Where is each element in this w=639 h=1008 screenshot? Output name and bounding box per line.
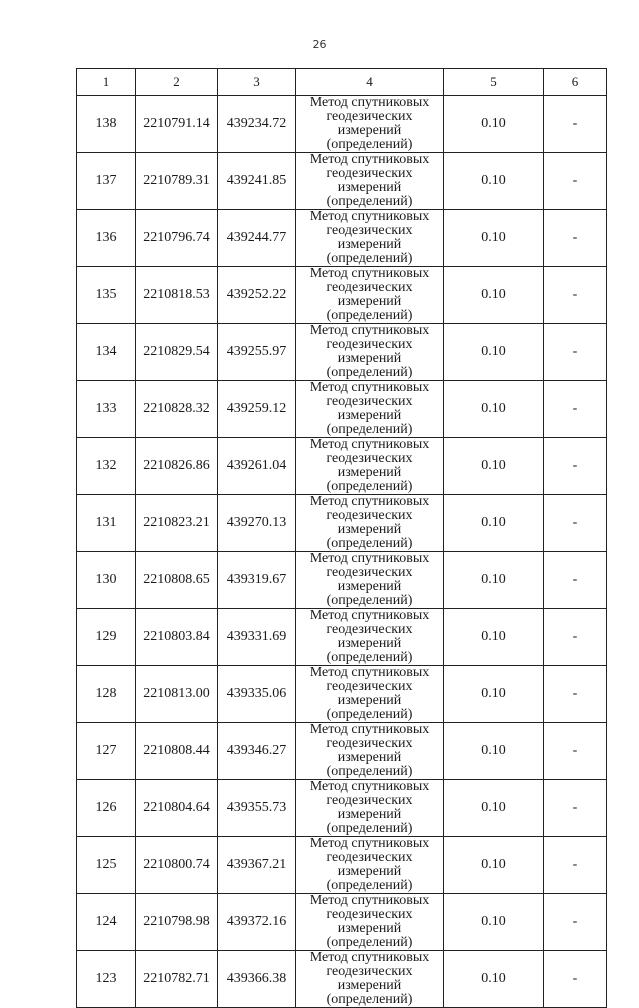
y-coordinate-cell: 439366.38	[218, 951, 296, 1008]
note-cell: -	[544, 495, 607, 552]
method-line: Метод спутниковых	[309, 836, 430, 851]
method-line: геодезических измерений	[326, 850, 413, 879]
method-line: геодезических измерений	[326, 109, 413, 138]
x-coordinate-cell: 2210808.65	[136, 552, 218, 609]
method-line: геодезических измерений	[326, 622, 413, 651]
method-cell	[296, 780, 444, 837]
method-cell	[296, 552, 444, 609]
header-cell: 2	[136, 69, 218, 96]
note-cell: -	[544, 153, 607, 210]
table-row	[77, 837, 607, 894]
method-cell	[296, 951, 444, 1008]
method-line: (определений)	[326, 479, 413, 494]
y-coordinate-cell: 439335.06	[218, 666, 296, 723]
method-cell	[296, 381, 444, 438]
method-line: геодезических измерений	[326, 451, 413, 480]
note-cell: -	[544, 381, 607, 438]
precision-cell: 0.10	[444, 96, 544, 153]
method-line: Метод спутниковых	[309, 494, 430, 509]
x-coordinate-cell: 2210804.64	[136, 780, 218, 837]
method-line: (определений)	[326, 650, 413, 665]
method-cell	[296, 153, 444, 210]
x-coordinate-cell: 2210818.53	[136, 267, 218, 324]
y-coordinate-cell: 439234.72	[218, 96, 296, 153]
x-coordinate-cell: 2210803.84	[136, 609, 218, 666]
method-cell	[296, 837, 444, 894]
y-coordinate-cell: 439255.97	[218, 324, 296, 381]
method-cell	[296, 96, 444, 153]
method-cell	[296, 723, 444, 780]
method-line: (определений)	[326, 194, 413, 209]
table-body	[77, 69, 607, 1008]
note-cell: -	[544, 438, 607, 495]
method-line: (определений)	[326, 935, 413, 950]
method-line: (определений)	[326, 137, 413, 152]
point-number-cell: 132	[77, 438, 136, 495]
method-cell	[296, 609, 444, 666]
method-line: геодезических измерений	[326, 793, 413, 822]
precision-cell: 0.10	[444, 780, 544, 837]
header-cell: 6	[544, 69, 607, 96]
header-cell: 5	[444, 69, 544, 96]
method-line: геодезических измерений	[326, 166, 413, 195]
method-line: (определений)	[326, 992, 413, 1007]
table-row	[77, 153, 607, 210]
method-cell	[296, 894, 444, 951]
method-line: Метод спутниковых	[309, 95, 430, 110]
method-cell	[296, 495, 444, 552]
precision-cell: 0.10	[444, 210, 544, 267]
method-line: Метод спутниковых	[309, 950, 430, 965]
method-line: Метод спутниковых	[309, 722, 430, 737]
note-cell: -	[544, 609, 607, 666]
y-coordinate-cell: 439346.27	[218, 723, 296, 780]
method-line: геодезических измерений	[326, 508, 413, 537]
precision-cell: 0.10	[444, 837, 544, 894]
table-row	[77, 780, 607, 837]
point-number-cell: 137	[77, 153, 136, 210]
method-line: Метод спутниковых	[309, 437, 430, 452]
precision-cell: 0.10	[444, 951, 544, 1008]
note-cell: -	[544, 894, 607, 951]
table-row	[77, 552, 607, 609]
precision-cell: 0.10	[444, 723, 544, 780]
point-number-cell: 125	[77, 837, 136, 894]
coordinates-table	[76, 68, 607, 1008]
method-line: геодезических измерений	[326, 223, 413, 252]
note-cell: -	[544, 780, 607, 837]
note-cell: -	[544, 837, 607, 894]
y-coordinate-cell: 439319.67	[218, 552, 296, 609]
precision-cell: 0.10	[444, 324, 544, 381]
method-line: Метод спутниковых	[309, 893, 430, 908]
x-coordinate-cell: 2210800.74	[136, 837, 218, 894]
table-row	[77, 96, 607, 153]
table-row	[77, 609, 607, 666]
method-line: (определений)	[326, 707, 413, 722]
method-cell	[296, 666, 444, 723]
header-cell: 4	[296, 69, 444, 96]
note-cell: -	[544, 324, 607, 381]
point-number-cell: 134	[77, 324, 136, 381]
x-coordinate-cell: 2210813.00	[136, 666, 218, 723]
note-cell: -	[544, 267, 607, 324]
method-line: Метод спутниковых	[309, 323, 430, 338]
table-row	[77, 495, 607, 552]
y-coordinate-cell: 439331.69	[218, 609, 296, 666]
method-line: Метод спутниковых	[309, 608, 430, 623]
precision-cell: 0.10	[444, 552, 544, 609]
point-number-cell: 126	[77, 780, 136, 837]
y-coordinate-cell: 439372.16	[218, 894, 296, 951]
point-number-cell: 138	[77, 96, 136, 153]
header-cell: 3	[218, 69, 296, 96]
method-line: геодезических измерений	[326, 337, 413, 366]
point-number-cell: 136	[77, 210, 136, 267]
x-coordinate-cell: 2210829.54	[136, 324, 218, 381]
method-line: геодезических измерений	[326, 964, 413, 993]
point-number-cell: 133	[77, 381, 136, 438]
note-cell: -	[544, 951, 607, 1008]
note-cell: -	[544, 96, 607, 153]
table-row	[77, 210, 607, 267]
y-coordinate-cell: 439367.21	[218, 837, 296, 894]
method-line: геодезических измерений	[326, 907, 413, 936]
method-cell	[296, 267, 444, 324]
note-cell: -	[544, 210, 607, 267]
precision-cell: 0.10	[444, 666, 544, 723]
point-number-cell: 129	[77, 609, 136, 666]
method-line: геодезических измерений	[326, 394, 413, 423]
method-line: (определений)	[326, 764, 413, 779]
x-coordinate-cell: 2210798.98	[136, 894, 218, 951]
x-coordinate-cell: 2210782.71	[136, 951, 218, 1008]
table-row	[77, 666, 607, 723]
y-coordinate-cell: 439244.77	[218, 210, 296, 267]
page-number: 26	[312, 38, 327, 51]
method-line: Метод спутниковых	[309, 380, 430, 395]
x-coordinate-cell: 2210808.44	[136, 723, 218, 780]
method-line: геодезических измерений	[326, 280, 413, 309]
method-line: (определений)	[326, 593, 413, 608]
table-row	[77, 951, 607, 1008]
point-number-cell: 128	[77, 666, 136, 723]
precision-cell: 0.10	[444, 438, 544, 495]
point-number-cell: 135	[77, 267, 136, 324]
y-coordinate-cell: 439241.85	[218, 153, 296, 210]
y-coordinate-cell: 439259.12	[218, 381, 296, 438]
x-coordinate-cell: 2210826.86	[136, 438, 218, 495]
method-line: (определений)	[326, 878, 413, 893]
precision-cell: 0.10	[444, 894, 544, 951]
y-coordinate-cell: 439270.13	[218, 495, 296, 552]
method-line: геодезических измерений	[326, 565, 413, 594]
table-row	[77, 894, 607, 951]
table-row	[77, 324, 607, 381]
table-row	[77, 438, 607, 495]
precision-cell: 0.10	[444, 609, 544, 666]
method-line: (определений)	[326, 365, 413, 380]
method-line: Метод спутниковых	[309, 266, 430, 281]
point-number-cell: 131	[77, 495, 136, 552]
table-row	[77, 381, 607, 438]
precision-cell: 0.10	[444, 495, 544, 552]
y-coordinate-cell: 439261.04	[218, 438, 296, 495]
method-line: Метод спутниковых	[309, 665, 430, 680]
x-coordinate-cell: 2210796.74	[136, 210, 218, 267]
method-cell	[296, 210, 444, 267]
method-line: геодезических измерений	[326, 736, 413, 765]
table-row	[77, 267, 607, 324]
note-cell: -	[544, 723, 607, 780]
point-number-cell: 123	[77, 951, 136, 1008]
x-coordinate-cell: 2210791.14	[136, 96, 218, 153]
method-line: Метод спутниковых	[309, 779, 430, 794]
y-coordinate-cell: 439252.22	[218, 267, 296, 324]
point-number-cell: 127	[77, 723, 136, 780]
x-coordinate-cell: 2210789.31	[136, 153, 218, 210]
point-number-cell: 130	[77, 552, 136, 609]
precision-cell: 0.10	[444, 267, 544, 324]
x-coordinate-cell: 2210828.32	[136, 381, 218, 438]
method-line: Метод спутниковых	[309, 152, 430, 167]
method-cell	[296, 438, 444, 495]
method-cell	[296, 324, 444, 381]
method-line: (определений)	[326, 251, 413, 266]
method-line: Метод спутниковых	[309, 551, 430, 566]
method-line: геодезических измерений	[326, 679, 413, 708]
method-line: (определений)	[326, 536, 413, 551]
method-line: (определений)	[326, 821, 413, 836]
header-cell: 1	[77, 69, 136, 96]
note-cell: -	[544, 552, 607, 609]
y-coordinate-cell: 439355.73	[218, 780, 296, 837]
note-cell: -	[544, 666, 607, 723]
method-line: (определений)	[326, 308, 413, 323]
method-line: Метод спутниковых	[309, 209, 430, 224]
point-number-cell: 124	[77, 894, 136, 951]
table-header-row	[77, 69, 607, 96]
precision-cell: 0.10	[444, 153, 544, 210]
table-row	[77, 723, 607, 780]
precision-cell: 0.10	[444, 381, 544, 438]
method-line: (определений)	[326, 422, 413, 437]
x-coordinate-cell: 2210823.21	[136, 495, 218, 552]
